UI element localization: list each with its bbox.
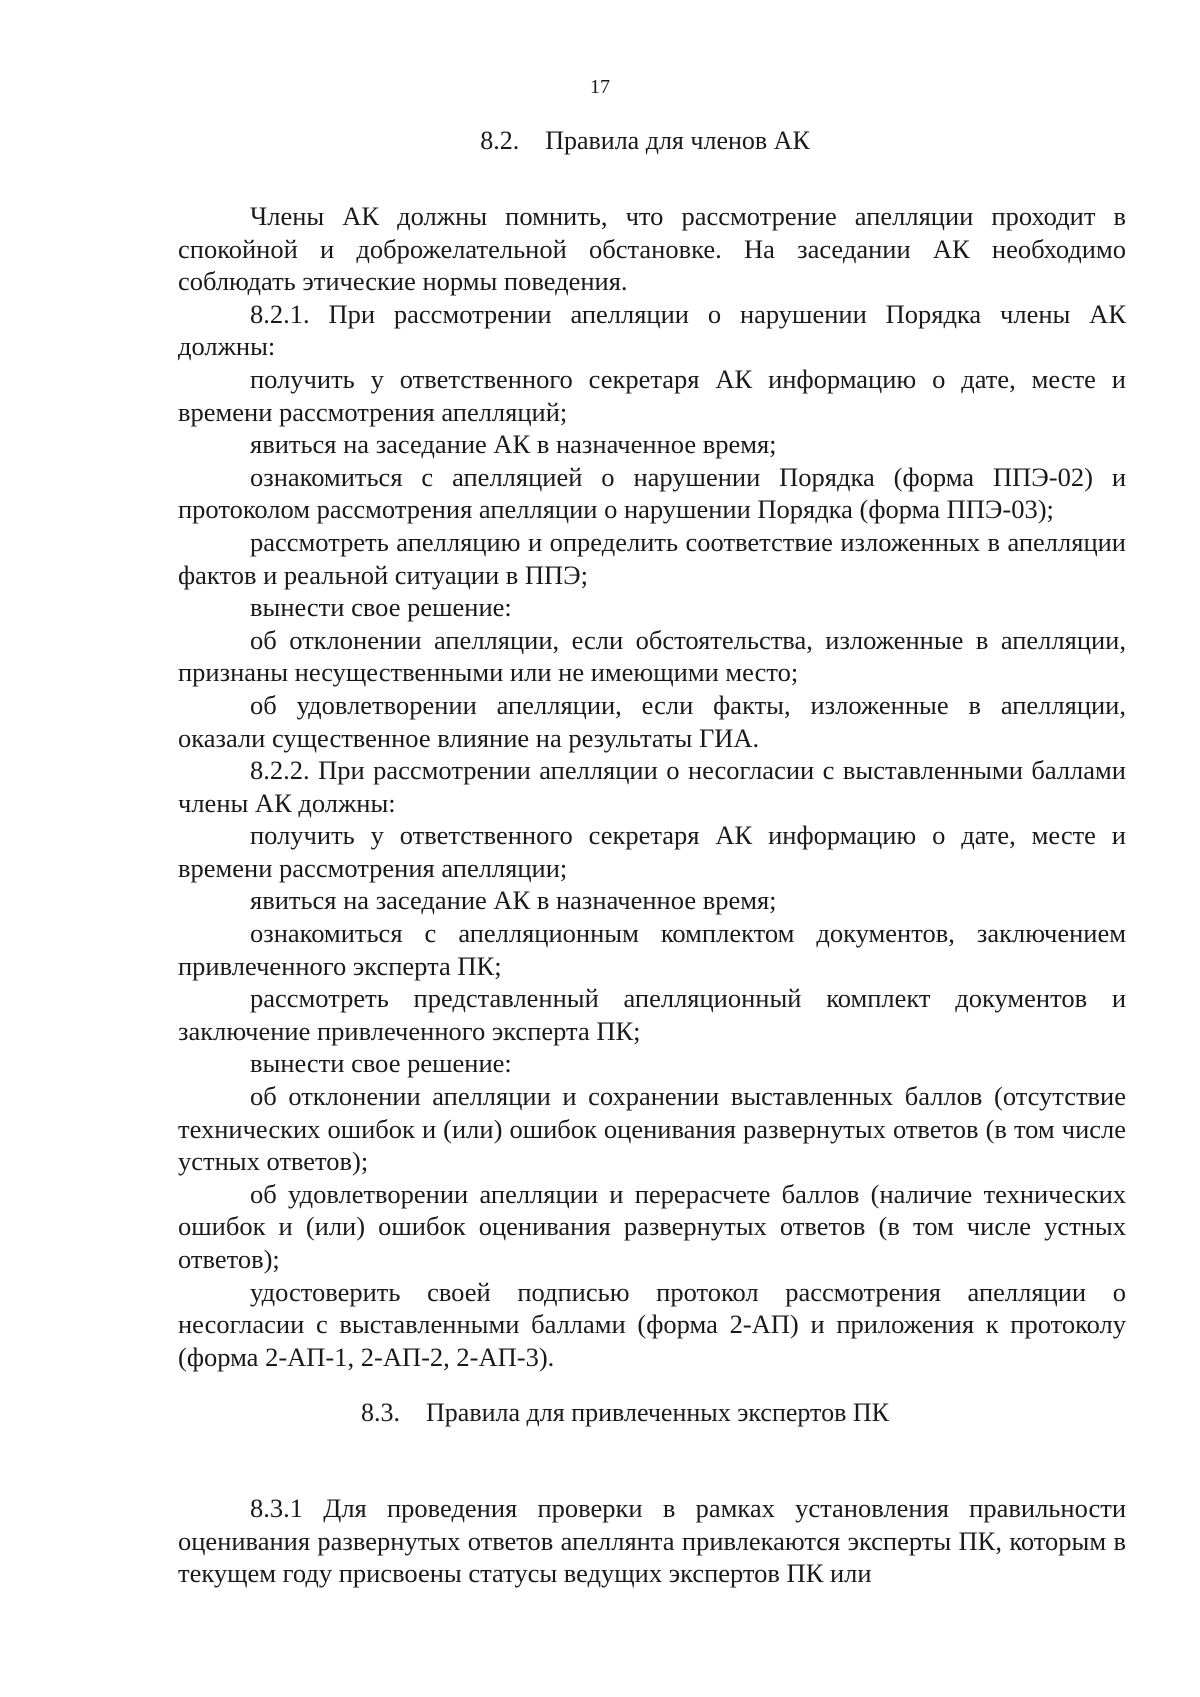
section-title: Правила для привлеченных экспертов ПК	[426, 1398, 889, 1427]
paragraph: вынести свое решение:	[250, 592, 512, 623]
paragraph: рассмотреть апелляцию и определить соответствие изложенных в апелляции фактов и реальной ситуации в ППЭ;	[178, 526, 1126, 590]
paragraph: рассмотреть представленный апелляционный комплект документов и заключение привлеченного эксперта ПК;	[178, 983, 1126, 1046]
section-number: 8.2.	[480, 126, 520, 155]
paragraph: удостоверить своей подписью протокол рассмотрения апелляции о несогласии с выставленными баллами (форма 2-АП) и приложения к протоколу (форма 2-АП-1, 2-АП-2, 2-АП-3).	[178, 1276, 1126, 1372]
section-heading-8-3	[0, 1398, 1200, 1428]
paragraph: получить у ответственного секретаря АК информацию о дате, месте и времени рассмотрения апелляции;	[178, 820, 1126, 883]
section-8-2-body	[178, 200, 1126, 1373]
paragraph: 8.3.1 Для проведения проверки в рамках установления правильности оценивания развернутых ответов апеллянта привлекаются эксперты ПК, которым в текущем году присвоены статусы ведущих экспертов ПК или	[178, 1493, 1126, 1589]
paragraph: 8.2.2. При рассмотрении апелляции о несогласии с выставленными баллами члены АК должны:	[178, 755, 1126, 818]
paragraph: получить у ответственного секретаря АК информацию о дате, месте и времени рассмотрения апелляций;	[178, 363, 1126, 427]
paragraph: об удовлетворении апелляции, если факты, изложенные в апелляции, оказали существенное влияние на результаты ГИА.	[178, 689, 1126, 753]
paragraph: ознакомиться с апелляционным комплектом документов, заключением привлеченного эксперта ПК;	[178, 918, 1126, 981]
paragraph: Члены АК должны помнить, что рассмотрение апелляции проходит в спокойной и доброжелательной обстановке. На заседании АК необходимо соблюдать этические нормы поведения.	[178, 201, 1126, 297]
paragraph: 8.2.1. При рассмотрении апелляции о нарушении Порядка члены АК должны:	[178, 298, 1126, 362]
page-number: 17	[590, 76, 610, 98]
paragraph: явиться на заседание АК в назначенное время;	[250, 885, 777, 916]
paragraph: об удовлетворении апелляции и перерасчете баллов (наличие технических ошибок и (или) ошибок оценивания развернутых ответов (в том числе устных ответов);	[178, 1178, 1126, 1274]
section-heading-8-2	[0, 126, 1200, 156]
section-title: Правила для членов АК	[545, 126, 810, 155]
paragraph: об отклонении апелляции, если обстоятельства, изложенные в апелляции, признаны несущественными или не имеющими место;	[178, 624, 1126, 688]
paragraph: вынести свое решение:	[250, 1048, 512, 1079]
paragraph: об отклонении апелляции и сохранении выставленных баллов (отсутствие технических ошибок и (или) ошибок оценивания развернутых ответов (в том числе устных ответов);	[178, 1081, 1126, 1177]
section-number: 8.3.	[361, 1398, 401, 1427]
paragraph: явиться на заседание АК в назначенное время;	[250, 429, 777, 460]
section-8-3-body	[178, 1492, 1126, 1590]
paragraph: ознакомиться с апелляцией о нарушении Порядка (форма ППЭ-02) и протоколом рассмотрения апелляции о нарушении Порядка (форма ППЭ-03);	[178, 461, 1126, 525]
